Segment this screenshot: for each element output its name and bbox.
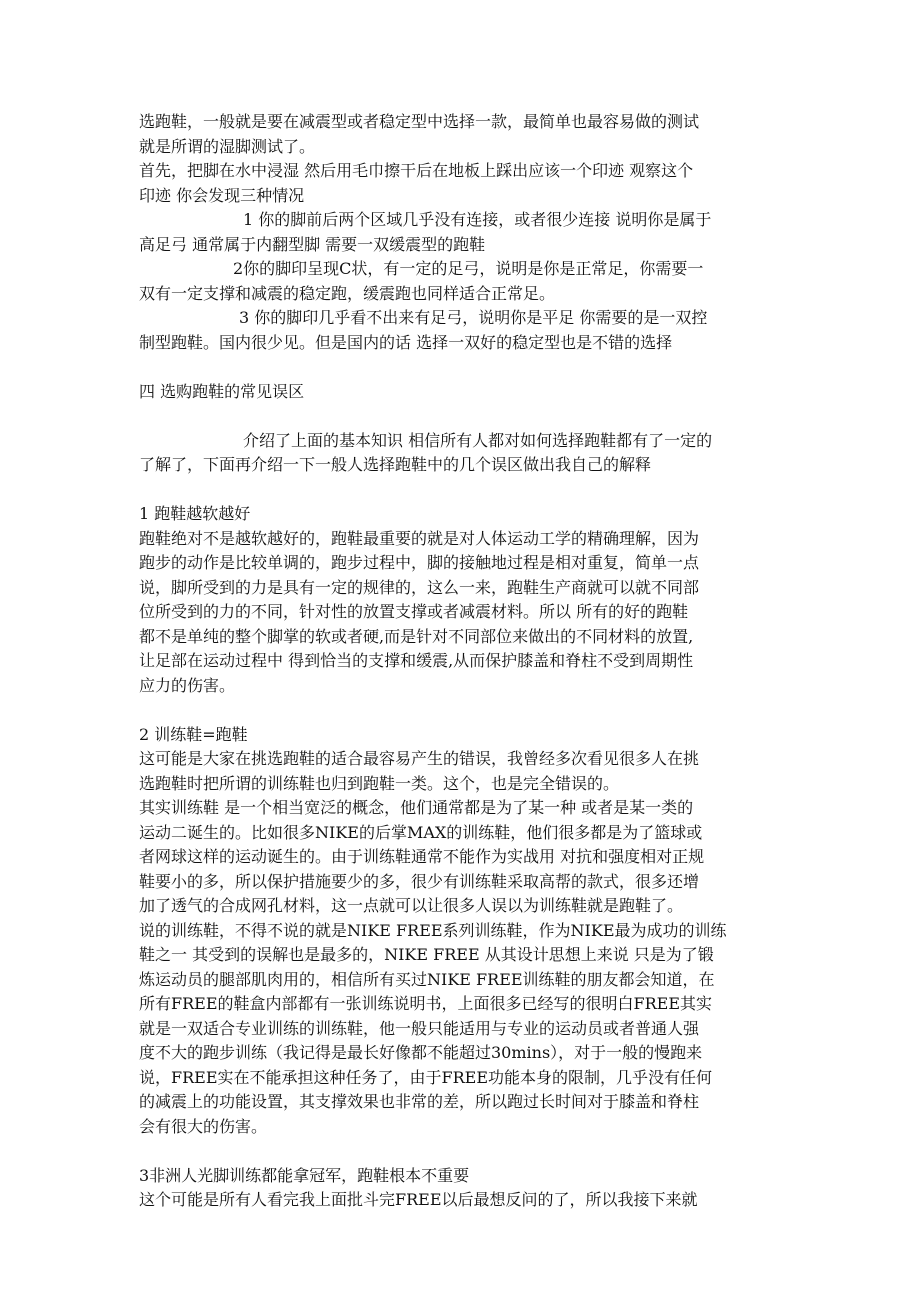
subheading: 3非洲人光脚训练都能拿冠军，跑鞋根本不重要 — [139, 1165, 470, 1185]
text-line: 了解了，下面再介绍一下一般人选择跑鞋中的几个误区做出我自己的解释 — [139, 455, 652, 474]
text-line: 说，脚所受到的力是具有一定的规律的，这么一来，跑鞋生产商就可以就不同部 — [139, 577, 700, 597]
text-line: 双有一定支撑和减震的稳定跑，缓震跑也同样适合正常足。 — [139, 283, 556, 303]
document-body — [139, 110, 789, 1213]
text-line: 会有很大的伤害。 — [139, 1116, 268, 1136]
text-line: 都不是单纯的整个脚掌的软或者硬,而是针对不同部位来做出的不同材料的放置, — [139, 626, 694, 646]
intro-paragraph-start: 介绍了上面的基本知识 相信所有人都对如何选择跑鞋都有了一定的 — [243, 430, 713, 450]
text-line: 跑步的动作是比较单调的，跑步过程中，脚的接触地过程是相对重复，简单一点 — [139, 553, 700, 572]
text-line: 鞋要小的多，所以保护措施要少的多，很少有训练鞋采取高帮的款式，很多还增 — [139, 871, 700, 891]
text-line: 就是一双适合专业训练的训练鞋，他一般只能适用与专业的运动员或者普通人强 — [139, 1018, 700, 1038]
text-line: 者网球这样的运动诞生的。由于训练鞋通常不能作为实战用 对抗和强度相对正规 — [139, 847, 705, 866]
text-line: 跑鞋绝对不是越软越好的，跑鞋最重要的就是对人体运动工学的精确理解，因为 — [139, 528, 700, 548]
text-line: 的减震上的功能设置，其支撑效果也非常的差，所以跑过长时间对于膝盖和脊柱 — [139, 1092, 700, 1111]
blank-line — [139, 404, 789, 429]
text-line: 炼运动员的腿部肌肉用的，相信所有买过NIKE FREE训练鞋的朋友都会知道，在 — [139, 969, 715, 989]
text-line: 就是所谓的湿脚测试了。 — [139, 136, 316, 156]
text-line: 位所受到的力的不同，针对性的放置支撑或者减震材料。所以 所有的好的跑鞋 — [139, 602, 689, 621]
list-item-1: 1 你的脚前后两个区域几乎没有连接，或者很少连接 说明你是属于 — [243, 210, 712, 229]
blank-line — [139, 698, 789, 723]
text-line: 应力的伤害。 — [139, 675, 236, 695]
text-line: 加了透气的合成网孔材料，这一点就可以让很多人误以为训练鞋就是跑鞋了。 — [139, 896, 684, 915]
section-heading: 四 选购跑鞋的常见误区 — [139, 381, 305, 401]
text-line: 选跑鞋时把所谓的训练鞋也归到跑鞋一类。这个，也是完全错误的。 — [139, 773, 620, 793]
text-line: 让足部在运动过程中 得到恰当的支撑和缓震,从而保护膝盖和脊柱不受到周期性 — [139, 651, 694, 670]
list-item-3: 3 你的脚印几乎看不出来有足弓，说明你是平足 你需要的是一双控 — [239, 308, 708, 327]
text-line: 运动二诞生的。比如很多NIKE的后掌MAX的训练鞋，他们很多都是为了篮球或 — [139, 822, 703, 842]
text-line: 度不大的跑步训练（我记得是最长好像都不能超过30mins），对于一般的慢跑来 — [139, 1043, 703, 1062]
blank-line — [139, 1139, 789, 1164]
blank-line — [139, 478, 789, 503]
subheading: 2 训练鞋=跑鞋 — [139, 724, 248, 744]
text-line: 首先，把脚在水中浸湿 然后用毛巾擦干后在地板上踩出应该一个印迹 观察这个 — [139, 161, 694, 180]
text-line: 所有FREE的鞋盒内部都有一张训练说明书，上面很多已经写的很明白FREE其实 — [139, 994, 713, 1013]
text-line: 选跑鞋，一般就是要在减震型或者稳定型中选择一款，最简单也最容易做的测试 — [139, 112, 700, 131]
list-item-2: 2你的脚印呈现C状，有一定的足弓，说明是你是正常足，你需要一 — [233, 259, 704, 278]
text-line: 印迹 你会发现三种情况 — [139, 185, 305, 205]
text-line: 其实训练鞋 是一个相当宽泛的概念，他们通常都是为了某一种 或者是某一类的 — [139, 798, 694, 817]
text-line: 说，FREE实在不能承担这种任务了，由于FREE功能本身的限制，几乎没有任何 — [139, 1067, 713, 1087]
text-line: 这可能是大家在挑选跑鞋的适合最容易产生的错误，我曾经多次看见很多人在挑 — [139, 749, 700, 768]
text-line: 高足弓 通常属于内翻型脚 需要一双缓震型的跑鞋 — [139, 234, 486, 254]
text-line: 这个可能是所有人看完我上面批斗完FREE以后最想反问的了，所以我接下来就 — [139, 1190, 698, 1209]
text-line: 制型跑鞋。国内很少见。但是国内的话 选择一双好的稳定型也是不错的选择 — [139, 332, 673, 352]
text-line: 鞋之一 其受到的误解也是最多的，NIKE FREE 从其设计思想上来说 只是为了锻 — [139, 945, 714, 964]
text-line: 说的训练鞋，不得不说的就是NIKE FREE系列训练鞋，作为NIKE最为成功的训练 — [139, 920, 727, 940]
blank-line — [139, 355, 789, 380]
subheading: 1 跑鞋越软越好 — [139, 504, 251, 523]
